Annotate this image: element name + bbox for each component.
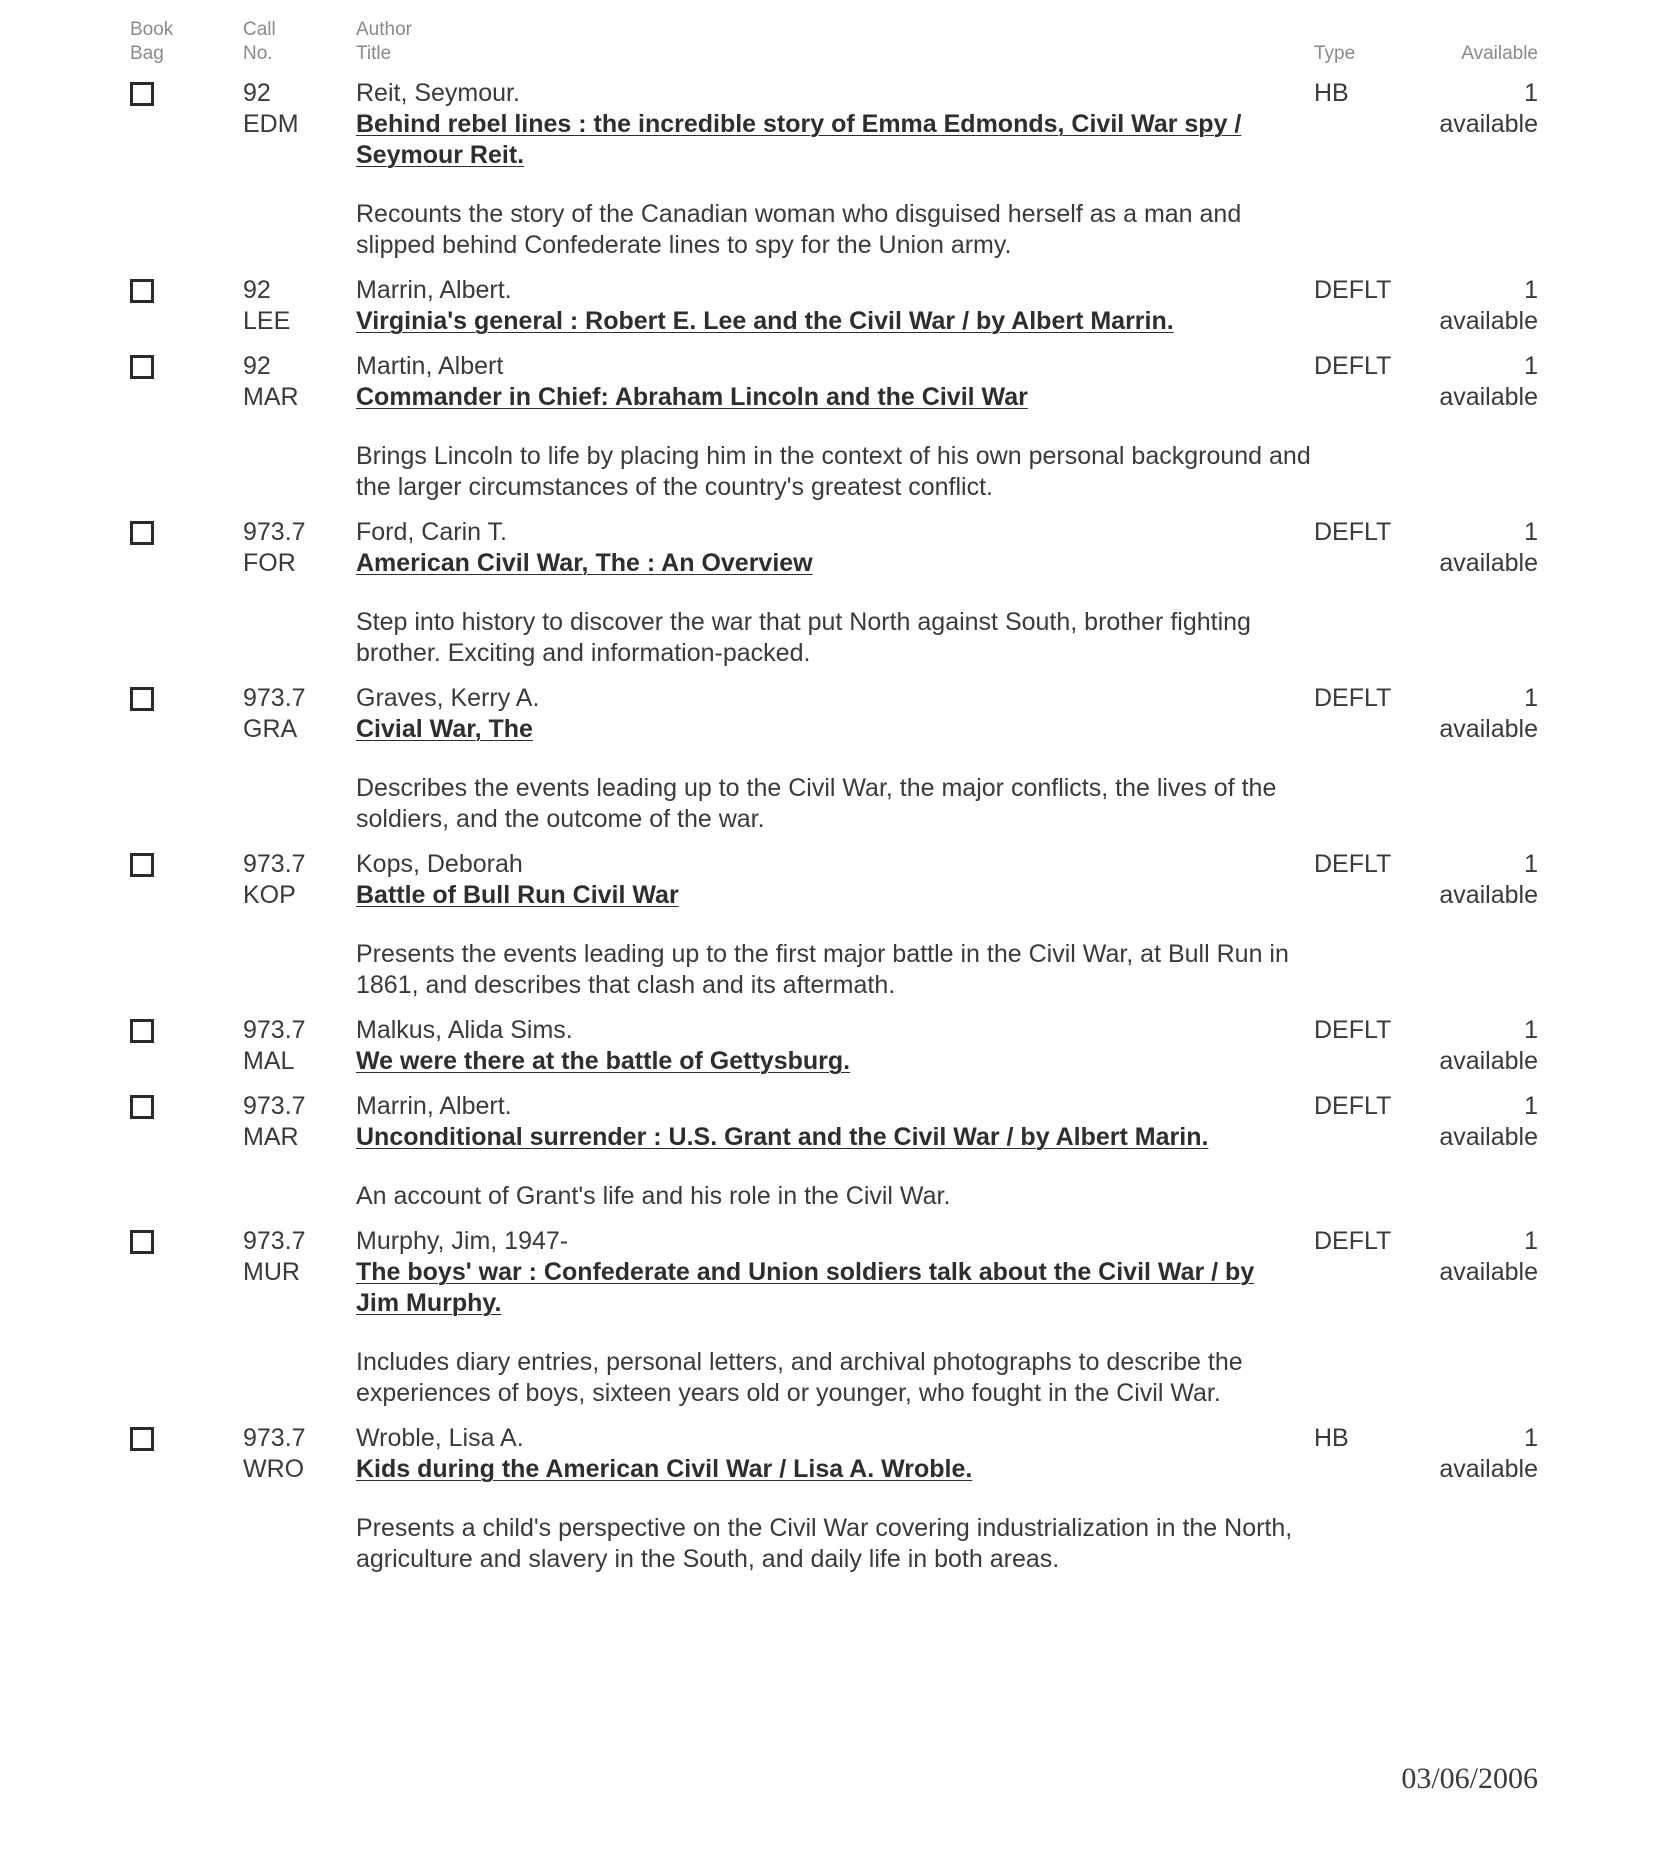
item-availability [1439, 351, 1538, 413]
item-description: Includes diary entries, personal letters, and archival photographs to describe the experiences of boys, sixteen years old or younger, who fought in the Civil War. [356, 1348, 1243, 1407]
item-author: Murphy, Jim, 1947- [356, 1227, 569, 1255]
call-number-cutter: GRA [243, 715, 298, 743]
item-description: An account of Grant's life and his role in the Civil War. [356, 1182, 951, 1210]
book-bag-checkbox[interactable] [130, 687, 154, 711]
item-availability [1439, 517, 1538, 579]
list-item [0, 683, 1666, 835]
call-number-class: 92 [243, 352, 271, 380]
item-author: Martin, Albert [356, 352, 504, 380]
available-count: 1 [1524, 1092, 1538, 1120]
available-count: 1 [1524, 276, 1538, 304]
available-status: available [1439, 307, 1538, 335]
available-status: available [1439, 1123, 1538, 1151]
item-type: DEFLT [1314, 684, 1392, 712]
item-type: DEFLT [1314, 1092, 1392, 1120]
item-type: DEFLT [1314, 1227, 1392, 1255]
call-number-class: 973.7 [243, 1016, 306, 1044]
call-number [243, 351, 299, 413]
item-availability [1439, 1226, 1538, 1288]
available-status: available [1439, 881, 1538, 909]
call-number-class: 973.7 [243, 1227, 306, 1255]
available-status: available [1439, 1455, 1538, 1483]
item-author: Kops, Deborah [356, 850, 523, 878]
call-number-cutter: MAL [243, 1047, 295, 1075]
item-description: Step into history to discover the war that put North against South, brother fighting brother. Exciting and information-packed. [356, 608, 1251, 667]
item-type: HB [1314, 79, 1349, 107]
print-date: 03/06/2006 [1401, 1762, 1538, 1795]
item-details [356, 78, 1311, 261]
book-bag-checkbox[interactable] [130, 82, 154, 106]
item-details [356, 1091, 1311, 1212]
book-bag-checkbox[interactable] [130, 1230, 154, 1254]
header-book-bag [130, 18, 173, 66]
available-status: available [1439, 383, 1538, 411]
call-number-class: 973.7 [243, 684, 306, 712]
call-number [243, 1423, 306, 1485]
book-bag-checkbox[interactable] [130, 1427, 154, 1451]
header-type: Type [1314, 43, 1356, 64]
item-availability [1439, 1015, 1538, 1077]
call-number [243, 1015, 306, 1077]
call-number-class: 973.7 [243, 1092, 306, 1120]
list-item [0, 1423, 1666, 1575]
item-author: Graves, Kerry A. [356, 684, 540, 712]
book-bag-checkbox[interactable] [130, 355, 154, 379]
call-number-class: 973.7 [243, 1424, 306, 1452]
item-type: DEFLT [1314, 518, 1392, 546]
call-number-class: 92 [243, 79, 271, 107]
available-count: 1 [1524, 850, 1538, 878]
item-type: HB [1314, 1424, 1349, 1452]
available-status: available [1439, 1047, 1538, 1075]
call-number-cutter: EDM [243, 110, 299, 138]
call-number-cutter: KOP [243, 881, 296, 909]
item-author: Marrin, Albert. [356, 1092, 512, 1120]
item-description: Brings Lincoln to life by placing him in the context of his own personal background and the larger circumstances of the country's greatest conflict. [356, 442, 1311, 501]
item-title-link[interactable]: Kids during the American Civil War / Lisa A. Wroble. [356, 1455, 973, 1483]
item-details [356, 275, 1311, 337]
item-details [356, 1226, 1311, 1409]
item-title-link[interactable]: Virginia's general : Robert E. Lee and the Civil War / by Albert Marrin. [356, 307, 1174, 335]
book-bag-checkbox[interactable] [130, 853, 154, 877]
call-number-cutter: WRO [243, 1455, 305, 1483]
item-details [356, 517, 1311, 669]
available-count: 1 [1524, 1016, 1538, 1044]
call-number-cutter: FOR [243, 549, 296, 577]
item-author: Wroble, Lisa A. [356, 1424, 524, 1452]
list-item [0, 517, 1666, 669]
item-description: Presents a child's perspective on the Civil War covering industrialization in the North, agriculture and slavery in the South, and daily life in both areas. [356, 1514, 1293, 1573]
item-availability [1439, 78, 1538, 140]
item-availability [1439, 1091, 1538, 1153]
list-item [0, 1015, 1666, 1077]
call-number-cutter: MUR [243, 1258, 300, 1286]
item-title-link[interactable]: Civial War, The [356, 715, 533, 743]
call-number-cutter: MAR [243, 1123, 299, 1151]
item-author: Malkus, Alida Sims. [356, 1016, 573, 1044]
list-item [0, 78, 1666, 261]
item-description: Describes the events leading up to the Civil War, the major conflicts, the lives of the soldiers, and the outcome of the war. [356, 774, 1277, 833]
item-details [356, 849, 1311, 1001]
item-title-link[interactable]: Behind rebel lines : the incredible story of Emma Edmonds, Civil War spy / Seymour Reit. [356, 110, 1242, 169]
call-number [243, 683, 306, 745]
item-title-link[interactable]: We were there at the battle of Gettysburg. [356, 1047, 851, 1075]
available-count: 1 [1524, 352, 1538, 380]
book-bag-checkbox[interactable] [130, 1019, 154, 1043]
call-number-class: 973.7 [243, 518, 306, 546]
item-author: Reit, Seymour. [356, 79, 520, 107]
item-description: Presents the events leading up to the first major battle in the Civil War, at Bull Run in 1861, and describes that clash and its aftermath. [356, 940, 1289, 999]
item-availability [1439, 683, 1538, 745]
header-title: Title [356, 43, 392, 64]
call-number [243, 275, 290, 337]
header-book-bag-line2: Bag [130, 43, 164, 64]
header-author: Author [356, 19, 412, 40]
book-bag-checkbox[interactable] [130, 1095, 154, 1119]
available-status: available [1439, 110, 1538, 138]
item-title-link[interactable]: Commander in Chief: Abraham Lincoln and the Civil War [356, 383, 1028, 411]
header-book-bag-line1: Book [130, 19, 174, 40]
call-number [243, 1226, 306, 1288]
item-details [356, 683, 1311, 835]
list-item [0, 1091, 1666, 1212]
list-item [0, 1226, 1666, 1409]
header-call-no [243, 18, 276, 66]
list-item [0, 275, 1666, 337]
header-available: Available [1461, 43, 1538, 64]
call-number-cutter: MAR [243, 383, 299, 411]
call-number-class: 92 [243, 276, 271, 304]
available-count: 1 [1524, 518, 1538, 546]
item-type: DEFLT [1314, 1016, 1392, 1044]
available-count: 1 [1524, 1227, 1538, 1255]
item-availability [1439, 1423, 1538, 1485]
item-title-link[interactable]: American Civil War, The : An Overview [356, 549, 813, 577]
item-title-link[interactable]: The boys' war : Confederate and Union soldiers talk about the Civil War / by Jim Murphy. [356, 1258, 1255, 1317]
results-list [0, 78, 1666, 1589]
available-count: 1 [1524, 79, 1538, 107]
call-number [243, 1091, 306, 1153]
available-status: available [1439, 715, 1538, 743]
call-number-class: 973.7 [243, 850, 306, 878]
item-author: Ford, Carin T. [356, 518, 507, 546]
header-author-title [356, 18, 412, 66]
item-description: Recounts the story of the Canadian woman who disguised herself as a man and slipped behind Confederate lines to spy for the Union army. [356, 200, 1242, 259]
item-type: DEFLT [1314, 276, 1392, 304]
item-details [356, 1015, 1311, 1077]
call-number [243, 78, 299, 140]
item-details [356, 351, 1311, 503]
item-type: DEFLT [1314, 352, 1392, 380]
available-status: available [1439, 549, 1538, 577]
available-count: 1 [1524, 684, 1538, 712]
available-count: 1 [1524, 1424, 1538, 1452]
book-bag-checkbox[interactable] [130, 521, 154, 545]
item-title-link[interactable]: Battle of Bull Run Civil War [356, 881, 679, 909]
book-bag-checkbox[interactable] [130, 279, 154, 303]
item-details [356, 1423, 1311, 1575]
header-call-no-line2: No. [243, 43, 273, 64]
item-type: DEFLT [1314, 850, 1392, 878]
item-author: Marrin, Albert. [356, 276, 512, 304]
call-number [243, 849, 306, 911]
call-number [243, 517, 306, 579]
list-item [0, 849, 1666, 1001]
call-number-cutter: LEE [243, 307, 291, 335]
item-availability [1439, 275, 1538, 337]
list-item [0, 351, 1666, 503]
item-title-link[interactable]: Unconditional surrender : U.S. Grant and the Civil War / by Albert Marin. [356, 1123, 1209, 1151]
item-availability [1439, 849, 1538, 911]
header-call-no-line1: Call [243, 19, 276, 40]
available-status: available [1439, 1258, 1538, 1286]
